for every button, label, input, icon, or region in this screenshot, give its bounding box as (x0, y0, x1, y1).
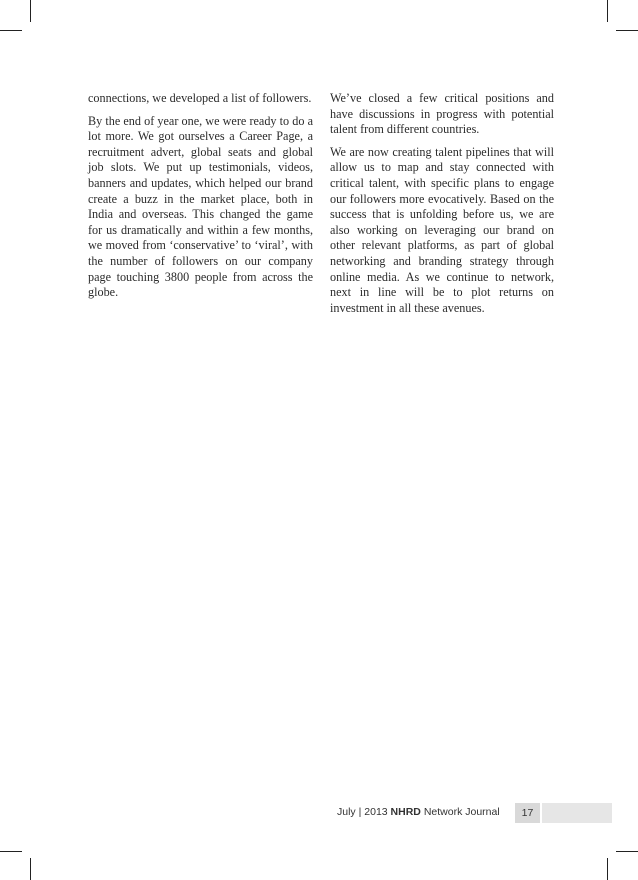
left-column (88, 91, 313, 308)
crop-mark-top-right-h (616, 30, 638, 31)
crop-mark-top-left-h (0, 30, 22, 31)
footer-journal: Network Journal (423, 806, 500, 818)
crop-mark-top-left-v (30, 0, 31, 22)
footer-month: July (337, 806, 356, 818)
crop-mark-bottom-left-v (30, 858, 31, 880)
left-paragraph-1: connections, we developed a list of followers. (88, 91, 312, 105)
crop-mark-top-right-v (607, 0, 608, 22)
right-column (330, 91, 554, 323)
footer-band (542, 803, 612, 823)
footer-separator: | (358, 806, 362, 818)
page-number: 17 (515, 803, 540, 823)
footer-brand: NHRD (390, 806, 421, 818)
page-footer (337, 806, 500, 818)
crop-mark-bottom-left-h (0, 851, 22, 852)
footer-year: 2013 (364, 806, 388, 818)
right-paragraph-1: We’ve closed a few critical positions and have discussions in progress with potential talent from different countries. (330, 91, 554, 137)
right-paragraph-2: We are now creating talent pipelines that will allow us to map and stay connected with critical talent, with specific plans to engage our followers more evocatively. Based on the success that is unfolding before us, we are also working on leveraging our brand on other relevant platforms, as part of global networking and branding strategy through online media. As we continue to network, next in line will be to plot returns on investment in all these avenues. (330, 144, 554, 315)
crop-mark-bottom-right-h (616, 851, 638, 852)
left-paragraph-2: By the end of year one, we were ready to do a lot more. We got ourselves a Career Page, a recruitment advert, global seats and global job slots. We put up testimonials, videos, banners and updates, which helped our brand create a buzz in the market place, both in India and overseas. This changed the game for us dramatically and within a few months, we moved from ‘conservative’ to ‘viral’, with the number of followers on our company page touching 3800 people from across the globe. (88, 113, 313, 300)
crop-mark-bottom-right-v (607, 858, 608, 880)
